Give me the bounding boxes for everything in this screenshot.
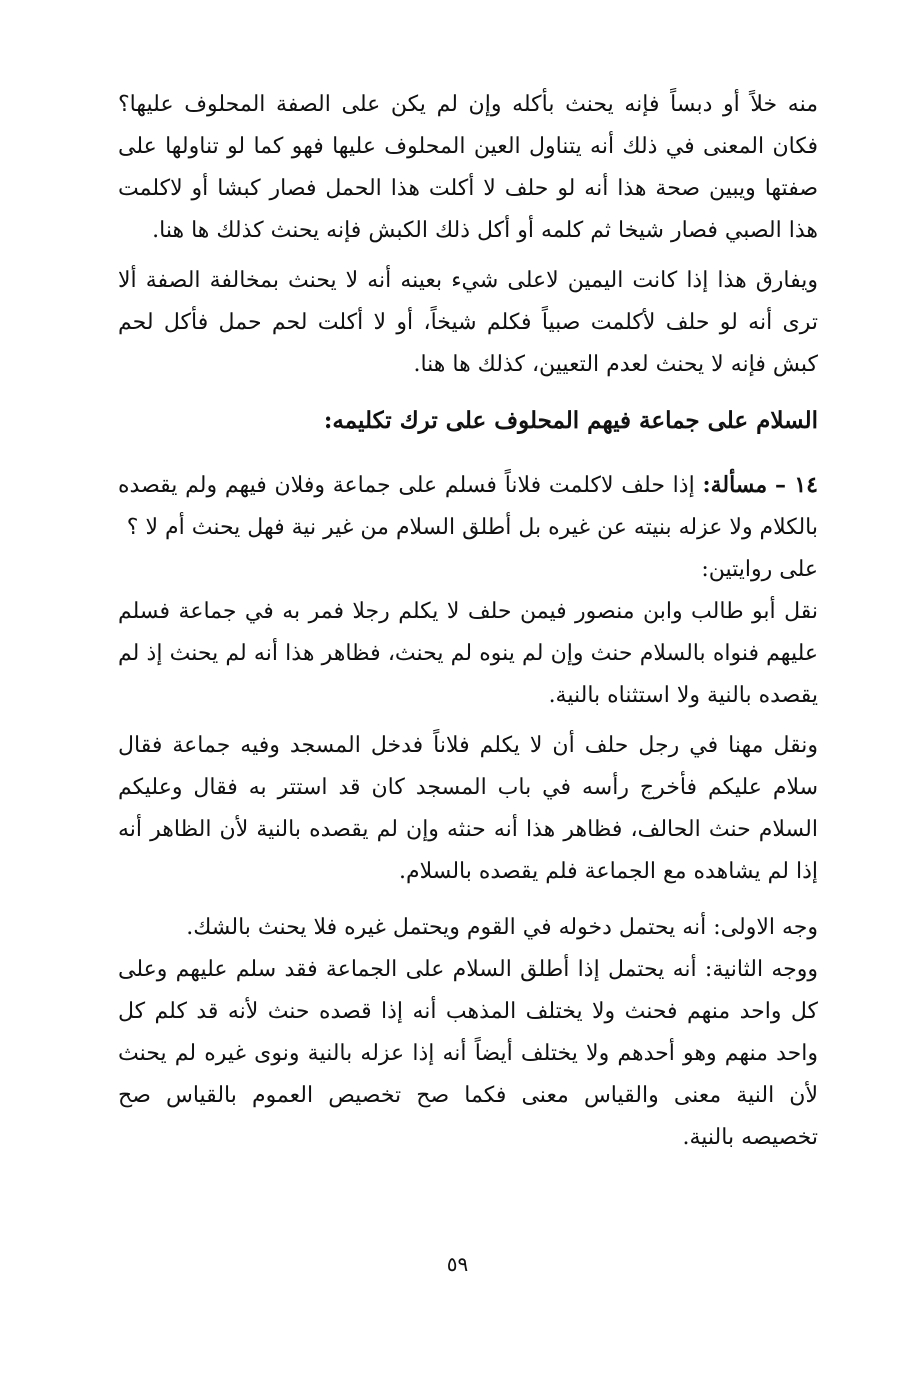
- paragraph-abu-talib: نقل أبو طالب وابن منصور فيمن حلف لا يكلم رجلا فمر به في جماعة فسلم عليهم فنواه بالسلام حنث وإن لم ينوه لم يحنث، فظاهر هذا أنه لم يحنث إذ لم يقصده بالنية ولا استثناه بالنية.: [118, 599, 818, 708]
- page-body: [118, 84, 818, 1159]
- spacer: [118, 252, 818, 260]
- paragraph-first-view: وجه الاولى: أنه يحتمل دخوله في القوم ويحتمل غيره فلا يحنث بالشك.: [186, 915, 818, 940]
- spacer: [118, 717, 818, 725]
- paragraph-2: ويفارق هذا إذا كانت اليمين لاعلى شيء بعينه أنه لا يحنث بمخالفة الصفة ألا ترى أنه لو حلف لأكلمت صبياً فكلم شيخاً، أو لا أكلت لحم حمل فأكل لحم كبش فإنه لا يحنث لعدم التعيين، كذلك ها هنا.: [118, 268, 818, 377]
- issue-label: مسألة:: [702, 472, 768, 498]
- spacer: [118, 442, 818, 464]
- section-heading: السلام على جماعة فيهم المحلوف على ترك تكليمه:: [323, 407, 818, 434]
- spacer: [118, 386, 818, 400]
- paragraph-second-view: ووجه الثانية: أنه يحتمل إذا أطلق السلام على الجماعة فقد سلم عليهم وعلى كل واحد منهم فحنث ولا يختلف المذهب أنه إذا قصده حنث لأنه قد كلم كل واحد منهم وهو أحدهم ولا يختلف أيضاً أنه إذا عزله بالنية ونوى غيره لم يحنث لأن النية معنى والقياس معنى فكما صح تخصيص العموم بالقياس صح تخصيصه بالنية.: [118, 957, 818, 1150]
- issue-paragraph: [118, 464, 818, 549]
- issue-number: ١٤ –: [774, 472, 818, 498]
- spacer: [118, 893, 818, 907]
- paragraph-two-narrations: على روايتين:: [701, 557, 818, 582]
- issue-text: إذا حلف لاكلمت فلاناً فسلم على جماعة وفلان فيهم ولم يقصده بالكلام ولا عزله بنيته عن غيره بل أطلق السلام من غير نية فهل يحنث أم لا ؟: [118, 473, 818, 540]
- page-number: ٥٩: [446, 1252, 469, 1276]
- paragraph-1: منه خلاً أو دبساً فإنه يحنث بأكله وإن لم يكن على الصفة المحلوف عليها؟ فكان المعنى في ذلك أنه يتناول العين المحلوف عليها فهو كما لو تناولها على صفتها ويبين صحة هذا أنه لو حلف لا أكلت هذا الحمل فصار كبشا أو لاكلمت هذا الصبي فصار شيخا ثم كلمه أو أكل ذلك الكبش فإنه يحنث كذلك ها هنا.: [118, 92, 818, 243]
- paragraph-muhanna: ونقل مهنا في رجل حلف أن لا يكلم فلاناً فدخل المسجد وفيه جماعة فقال سلام عليكم فأخرج رأسه في باب المسجد كان قد استتر به فقال وعليكم السلام حنث الحالف، فظاهر هذا أنه حنثه وإن لم يقصده بالنية لأن الظاهر أنه إذا لم يشاهده مع الجماعة فلم يقصده بالسلام.: [118, 733, 818, 884]
